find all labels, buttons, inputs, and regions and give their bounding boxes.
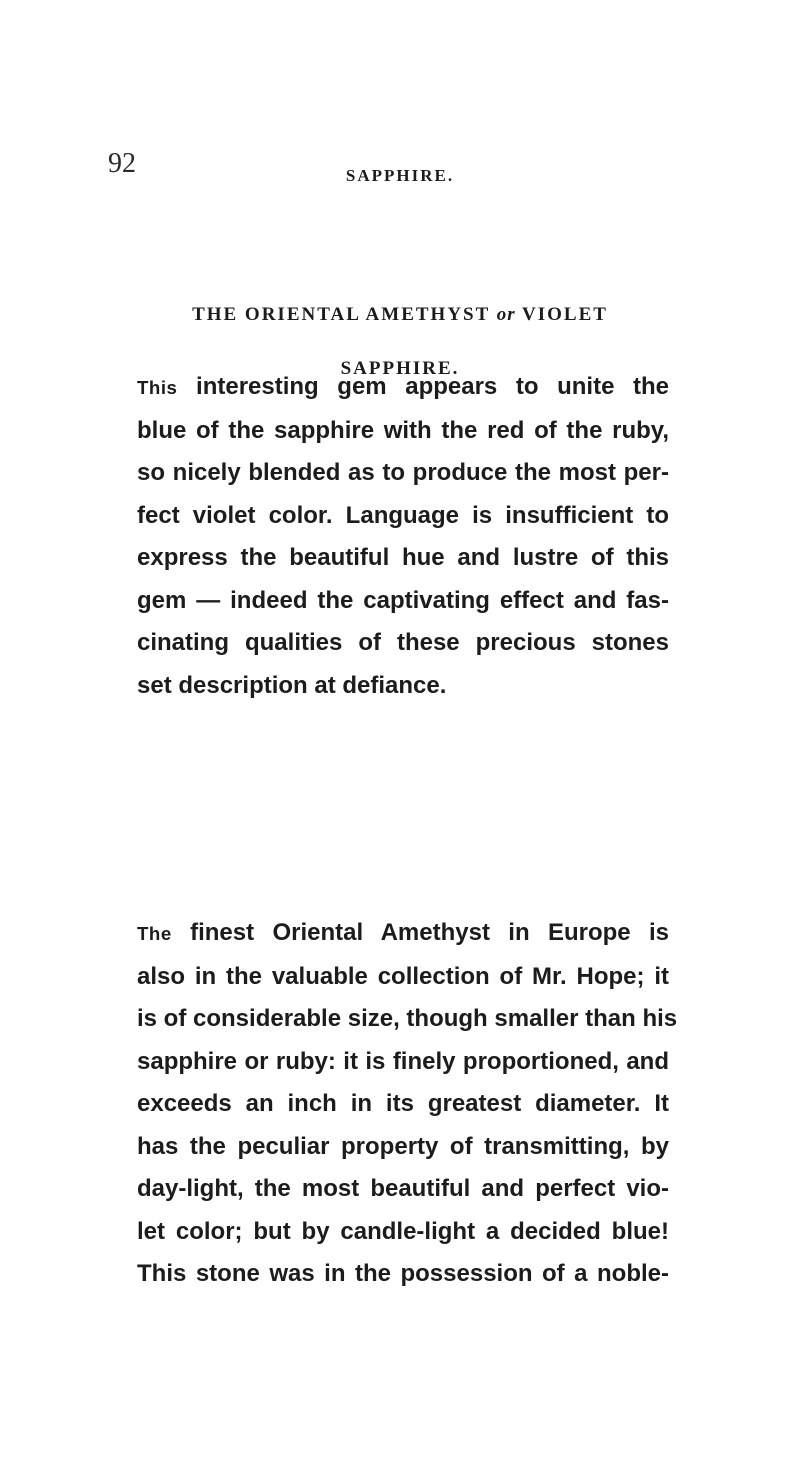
lead-word: The [137, 923, 172, 944]
text-line [137, 366, 669, 410]
section-title-conjunction: or [496, 304, 516, 325]
section-title-part-2: VIOLET [522, 304, 608, 325]
text-line: blue of the sapphire with the red of the ruby, [137, 416, 669, 444]
lead-word: This [137, 377, 178, 398]
text-line: fect violet color. Language is insufficient to [137, 501, 669, 529]
section-title-part-1: THE ORIENTAL AMETHYST [192, 304, 490, 325]
text-line: This stone was in the possession of a noble- [137, 1260, 669, 1287]
section-title-line-2: SAPPHIRE. [340, 358, 460, 379]
text-line [137, 912, 669, 956]
text-line: gem — indeed the captivating effect and fas- [137, 586, 669, 614]
text-line: let color; but by candle-light a decided blue! [137, 1217, 669, 1245]
text-line: is of considerable size, though smaller than his [137, 1005, 678, 1032]
page-number: 92 [108, 148, 136, 179]
section-title-line-1 [0, 288, 800, 342]
paragraph-1 [137, 366, 669, 707]
paragraph-2 [137, 912, 678, 1296]
text-line: so nicely blended as to produce the most per- [137, 459, 669, 486]
text-line: set description at defiance. [137, 671, 447, 699]
text-line: day-light, the most beautiful and perfect vio- [137, 1175, 669, 1202]
text-line: cinating qualities of these precious stones [137, 629, 669, 656]
line-text: interesting gem appears to unite the [177, 373, 669, 400]
text-line: express the beautiful hue and lustre of this [137, 544, 669, 571]
text-line: has the peculiar property of transmitting, by [137, 1132, 669, 1160]
running-head: SAPPHIRE. [345, 166, 455, 185]
text-line: sapphire or ruby: it is finely proportioned, and [137, 1047, 669, 1075]
line-text: finest Oriental Amethyst in Europe is [171, 919, 669, 946]
text-line: exceeds an inch in its greatest diameter. It [137, 1090, 669, 1117]
text-line: also in the valuable collection of Mr. Hope; it [137, 962, 669, 990]
